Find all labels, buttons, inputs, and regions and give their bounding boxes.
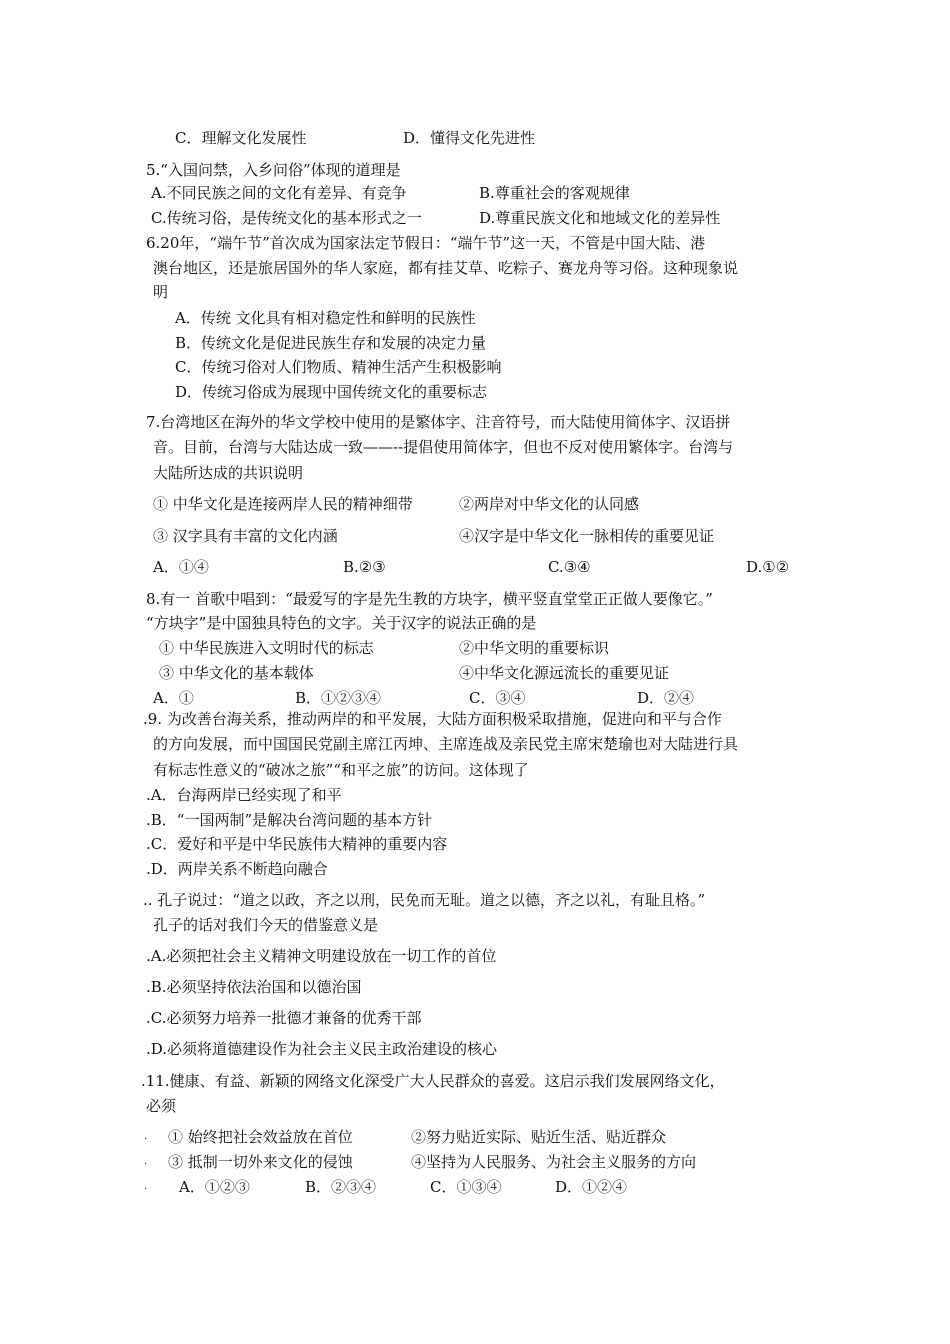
q9-option-c: .C．爱好和平是中华民族伟大精神的重要内容 (146, 835, 448, 853)
q10-option-c: .C.必须努力培养一批德才兼备的优秀干部 (146, 1009, 422, 1027)
q8-item-1: ① 中华民族进入文明时代的标志 (159, 639, 374, 657)
q6-option-c: C．传统习俗对人们物质、精神生活产生积极影响 (175, 358, 502, 376)
q7-option-d: D.①② (746, 558, 790, 576)
q11-line-marker: . (144, 1156, 148, 1167)
q7-item-4: ④汉字是中华文化一脉相传的重要见证 (459, 527, 715, 545)
q11-option-b: B．②③④ (305, 1178, 377, 1196)
q7-option-c: C.③④ (548, 558, 591, 576)
q9-option-d: .D．两岸关系不断趋向融合 (146, 860, 328, 878)
q11-option-d: D．①②④ (555, 1178, 628, 1196)
q8-stem-line2: “方块字”是中国独具特色的文字。关于汉字的说法正确的是 (146, 614, 537, 632)
q9-option-b: .B．“一国两制”是解决台湾问题的基本方针 (146, 811, 433, 829)
q11-line-marker: . (144, 1181, 148, 1192)
q7-item-2: ②两岸对中华文化的认同感 (459, 495, 640, 513)
q9-option-a: .A．台海两岸已经实现了和平 (146, 786, 342, 804)
q8-item-4: ④中华文化源远流长的重要见证 (459, 664, 670, 682)
q11-option-a: A．①②③ (179, 1178, 250, 1196)
q5-option-c: C.传统习俗，是传统文化的基本形式之一 (151, 209, 422, 227)
q7-option-a: A．①④ (153, 558, 209, 576)
q6-option-a: A．传统 文化具有相对稳定性和鲜明的民族性 (175, 309, 476, 327)
q5-option-b: B.尊重社会的客观规律 (479, 184, 630, 202)
q8-option-b: B．①②③④ (295, 689, 382, 707)
q8-option-a: A．① (153, 689, 194, 707)
q8-option-c: C．③④ (469, 689, 526, 707)
q10-option-d: .D.必须将道德建设作为社会主义民主政治建设的核心 (146, 1040, 498, 1058)
q7-stem-line2: 音。目前，台湾与大陆达成一致——--提倡使用简体字，但也不反对使用繁体字。台湾与 (153, 438, 734, 456)
q11-stem-line2: 必须 (146, 1097, 177, 1115)
q5-option-d: D.尊重民族文化和地域文化的差异性 (479, 209, 721, 227)
q5-stem: 5.“入国问禁，入乡问俗”体现的道理是 (146, 161, 401, 179)
q7-item-3: ③ 汉字具有丰富的文化内涵 (153, 527, 338, 545)
q10-stem-line2: 孔子的话对我们今天的借鉴意义是 (153, 916, 379, 934)
q6-stem-line2: 澳台地区，还是旅居国外的华人家庭，都有挂艾草、吃粽子、赛龙舟等习俗。这种现象说 (153, 259, 739, 277)
q6-option-b: B．传统文化是促进民族生存和发展的决定力量 (175, 334, 487, 352)
q9-stem-line1: .9. 为改善台海关系，推动两岸的和平发展，大陆方面积极采取措施，促进向和平与合作 (143, 710, 722, 728)
q5-option-a: A.不同民族之间的文化有差异、有竞争 (151, 184, 407, 202)
q11-line-marker: . (144, 1131, 148, 1142)
q10-option-a: .A.必须把社会主义精神文明建设放在一切工作的首位 (146, 947, 497, 965)
q4-option-d: D．懂得文化先进性 (403, 129, 536, 147)
q6-stem-line3: 明 (153, 283, 169, 301)
q4-option-c: C．理解文化发展性 (175, 129, 307, 147)
q8-item-2: ②中华文明的重要标识 (459, 639, 610, 657)
q6-option-d: D．传统习俗成为展现中国传统文化的重要标志 (175, 383, 488, 401)
q7-item-1: ① 中华文化是连接两岸人民的精神细带 (153, 495, 413, 513)
q9-stem-line2: 的方向发展，而中国国民党副主席江丙坤、主席连战及亲民党主席宋楚瑜也对大陆进行具 (153, 735, 739, 753)
q8-item-3: ③ 中华文化的基本载体 (159, 664, 314, 682)
q11-stem-line1: .11.健康、有益、新颖的网络文化深受广大人民群众的喜爱。这启示我们发展网络文化， (141, 1072, 725, 1090)
q7-option-b: B.②③ (343, 558, 386, 576)
q7-stem-line1: 7.台湾地区在海外的华文学校中使用的是繁体字、注音符号，而大陆使用简体字、汉语拼 (146, 413, 731, 431)
q10-stem-line1: .. 孔子说过：“道之以政，齐之以刑，民免而无耻。道之以德，齐之以礼，有耻且格。” (143, 891, 706, 909)
q11-option-c: C．①③④ (430, 1178, 502, 1196)
q6-stem-line1: 6.20年，“端午节”首次成为国家法定节假日：“端午节”这一天，不管是中国大陆、港 (146, 234, 706, 252)
q11-item-3: ③ 抵制一切外来文化的侵蚀 (168, 1153, 353, 1171)
q8-stem-line1: 8.有一 首歌中唱到：“最爱写的字是先生教的方块字，横平竖直堂堂正正做人要像它。” (146, 590, 713, 608)
q10-option-b: .B.必须坚持依法治国和以德治国 (146, 978, 362, 996)
q11-item-4: ④坚持为人民服务、为社会主义服务的方向 (411, 1153, 697, 1171)
q7-stem-line3: 大陆所达成的共识说明 (153, 464, 304, 482)
q8-option-d: D．②④ (637, 689, 695, 707)
q11-item-2: ②努力贴近实际、贴近生活、贴近群众 (411, 1128, 667, 1146)
q11-item-1: ① 始终把社会效益放在首位 (168, 1128, 353, 1146)
q9-stem-line3: 有标志性意义的“破冰之旅”“和平之旅”的访问。这体现了 (153, 761, 529, 779)
